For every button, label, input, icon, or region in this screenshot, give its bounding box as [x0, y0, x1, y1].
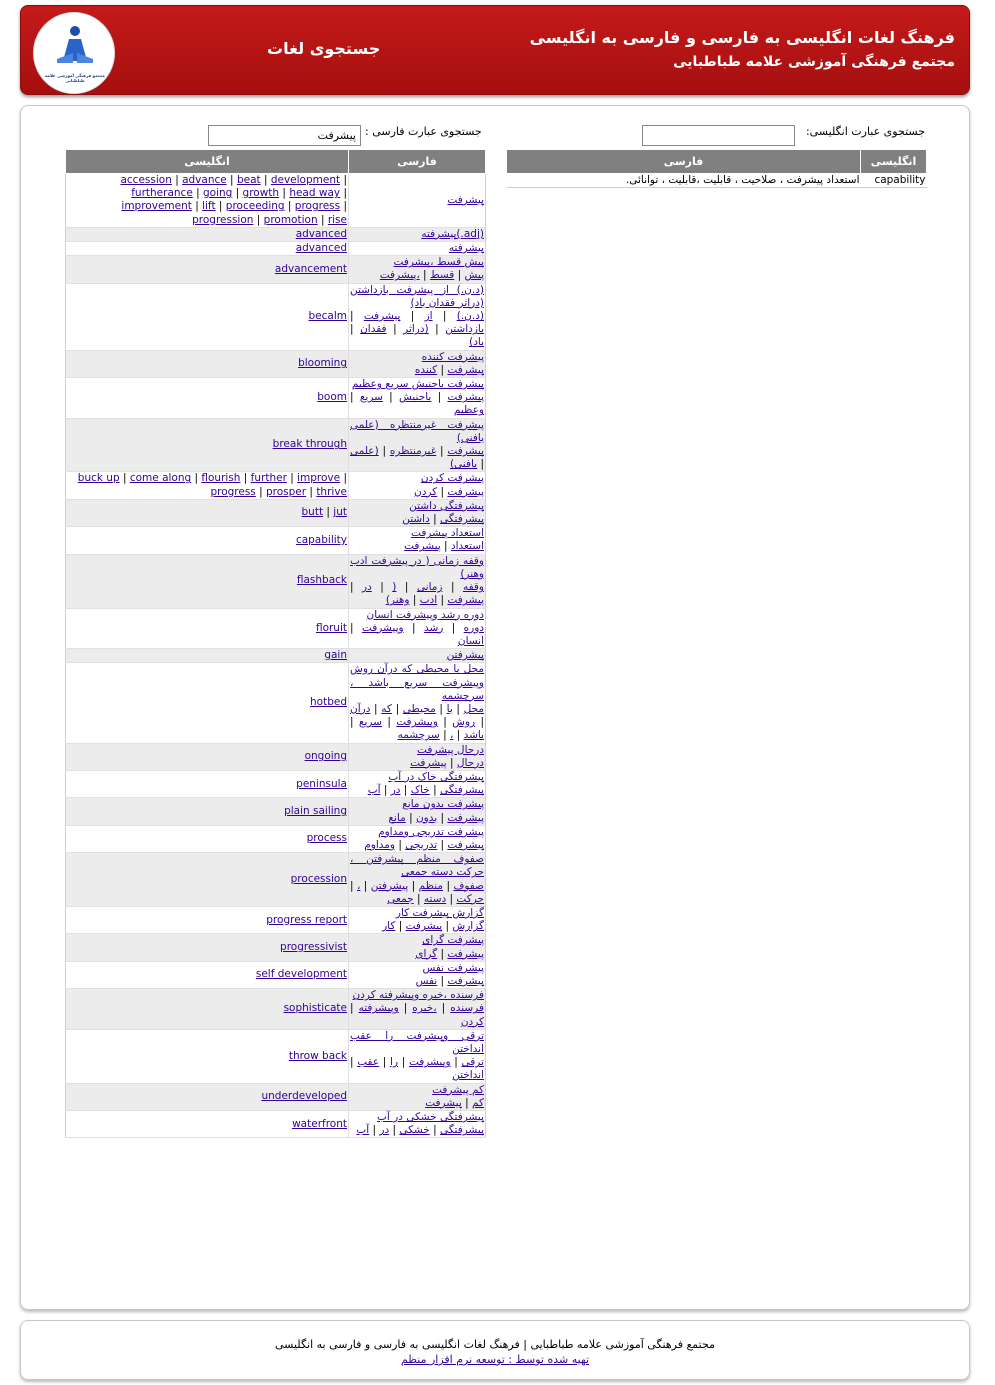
persian-word-link[interactable]: یا — [446, 702, 453, 715]
english-word-link[interactable]: flashback — [296, 574, 347, 587]
persian-term-cell: پیشرفت باجنبش سریع وعظیم پیشرفت | باجنبش | سریع | وعظیم — [350, 378, 485, 417]
english-word-link[interactable]: capability — [295, 533, 347, 546]
persian-word-link[interactable]: پیشرفت — [447, 974, 484, 987]
persian-word-link[interactable]: محل — [463, 702, 484, 715]
english-word-link[interactable]: waterfront — [292, 1117, 347, 1130]
english-terms-cell — [66, 227, 349, 241]
main-panel — [20, 105, 970, 1310]
persian-results-table — [65, 149, 486, 1138]
english-word-link[interactable]: becalm — [308, 310, 347, 323]
persian-phrase-link[interactable]: پیشرفت — [447, 193, 484, 206]
english-terms-cell — [66, 770, 349, 797]
persian-word-link[interactable]: استعداد — [450, 540, 484, 553]
table-row — [66, 798, 486, 825]
english-word-link[interactable]: break through — [272, 438, 347, 451]
english-terms-cell — [66, 1111, 349, 1138]
persian-term-cell — [349, 174, 486, 228]
persian-word-link[interactable]: پیشرفت — [447, 445, 484, 458]
english-terms-cell — [66, 554, 349, 608]
persian-results-body — [66, 174, 486, 1138]
english-word-link[interactable]: further — [250, 472, 287, 485]
persian-phrase-link[interactable]: استعداد پیشرفت — [411, 527, 484, 540]
site-header — [20, 5, 970, 95]
persian-term-cell — [349, 227, 486, 241]
table-row — [66, 174, 486, 228]
english-word-link[interactable]: progress — [294, 200, 341, 213]
persian-phrase-link[interactable]: پیشرفت نفس — [422, 961, 484, 974]
persian-word-link[interactable]: سرچشمه — [397, 729, 440, 742]
english-terms-cell — [66, 527, 349, 554]
persian-phrase-link[interactable]: پیشرفت بدون مانع — [402, 798, 484, 811]
persian-word-link[interactable]: دوره — [463, 621, 484, 634]
persian-phrase-link[interactable]: درحال پیشرفت — [417, 743, 484, 756]
english-terms-cell — [66, 961, 349, 988]
persian-phrase-link[interactable]: ترقی وپیشرفت را عقب انداختن — [350, 1029, 484, 1055]
table-row — [66, 418, 486, 472]
persian-word-link[interactable]: نفس — [415, 974, 438, 987]
persian-term-cell: پیشرفتگی داشتن پیشرفتگی | داشتن — [349, 499, 486, 526]
persian-word-link[interactable]: ،خبره — [412, 1002, 437, 1015]
persian-word-link[interactable]: دسته — [423, 892, 447, 905]
table-row — [66, 825, 486, 852]
persian-word-link[interactable]: باد) — [469, 336, 484, 349]
footer-org-name: مجتمع فرهنگی آموزشی علامه طباطبایی — [530, 1338, 715, 1351]
column-header-persian: فارسی — [349, 150, 486, 174]
persian-word-link[interactable]: خاک — [410, 784, 430, 797]
persian-word-link[interactable]: کم — [472, 1096, 484, 1109]
persian-term-cell: درحال پیشرفت درحال | پیشرفت — [349, 743, 486, 770]
table-row — [66, 934, 486, 961]
english-terms-cell — [66, 256, 349, 283]
persian-term-cell: وقفه زمانی ( در پیشرفت ادب وهنر) وقفه | زمانی | ( | در | پیشرفت | ادب | وهنر) — [350, 554, 484, 607]
logo[interactable] — [33, 12, 115, 94]
english-word-link[interactable]: beat — [236, 174, 261, 186]
persian-word-link[interactable]: فقدان — [360, 323, 387, 336]
english-search-label: جستجوی عبارت انگلیسی: — [805, 125, 925, 138]
site-subtitle: مجتمع فرهنگی آموزشی علامه طباطبایی — [673, 54, 955, 70]
persian-term-cell: پیشرفت گرای پیشرفت | گرای — [349, 934, 486, 961]
english-word-link[interactable]: growth — [242, 187, 280, 200]
table-row — [66, 378, 486, 419]
persian-word-link[interactable]: تدریجی — [405, 838, 438, 851]
persian-word-link[interactable]: پیش — [464, 269, 484, 282]
persian-phrase-link[interactable]: پیشرفت تدریجی ومداوم — [378, 825, 484, 838]
persian-word-link[interactable]: درحال — [456, 756, 484, 769]
persian-word-link[interactable]: پیشرفت — [447, 594, 484, 607]
table-row — [66, 853, 486, 907]
persian-word-link[interactable]: فرسنده — [450, 1002, 484, 1015]
persian-term-cell: پیشرفت تدریجی ومداوم پیشرفت | تدریجی | ومداوم — [349, 825, 486, 852]
english-word-cell: capability — [861, 174, 927, 188]
persian-word-link[interactable]: که — [381, 702, 392, 715]
english-terms-cell — [66, 378, 349, 419]
persian-phrase-link[interactable]: پیشرفتگی خاک در آب — [388, 770, 484, 783]
english-word-link[interactable]: accession — [120, 174, 172, 186]
persian-word-link[interactable]: کردن — [414, 485, 438, 498]
english-word-link[interactable]: promotion — [263, 213, 318, 226]
persian-phrase-link[interactable]: پیشرفتگی داشتن — [409, 499, 484, 512]
english-terms-cell: accession | advance | beat | development | furtherance | going | growth | head way | improvement | lift | proceeding | progress | progression | promotion | rise — [66, 174, 349, 228]
persian-word-link[interactable]: پیشرفت — [404, 540, 441, 553]
english-word-link[interactable]: process — [306, 832, 347, 845]
persian-word-link[interactable]: وعظیم — [453, 404, 484, 417]
english-word-link[interactable]: development — [270, 174, 341, 186]
english-terms-cell — [66, 418, 349, 472]
footer-separator: | — [519, 1338, 531, 1351]
english-terms-cell — [66, 934, 349, 961]
persian-word-link[interactable]: پیشرفت — [410, 756, 447, 769]
english-word-link[interactable]: progress — [210, 485, 256, 498]
english-results-body — [507, 174, 927, 188]
persian-word-link[interactable]: قسط — [429, 269, 455, 282]
persian-term-cell: ترقی وپیشرفت را عقب انداختن ترقی | وپیشرفت | را | عقب | انداختن — [350, 1029, 484, 1082]
persian-term-cell: پیشرفتگی خشکی در آب پیشرفتگی | خشکی | در | آب — [349, 1111, 486, 1138]
persian-word-link[interactable]: پیشرفت — [447, 363, 484, 376]
english-word-link[interactable]: progressivist — [280, 940, 347, 953]
table-row — [66, 649, 486, 663]
persian-word-link[interactable]: پیشرفت — [447, 838, 484, 851]
persian-word-link[interactable]: داشتن — [402, 513, 430, 526]
persian-word-link[interactable]: پیشرفت — [447, 947, 484, 960]
english-word-link[interactable]: furtherance — [131, 187, 193, 200]
persian-word-link[interactable]: ،پیشرفت — [379, 269, 420, 282]
persian-word-link[interactable]: پیشرفت — [447, 811, 484, 824]
english-word-link[interactable]: advanced — [295, 242, 347, 255]
persian-term-cell: پیشرفت کردن پیشرفت | کردن — [349, 472, 486, 499]
persian-word-link[interactable]: خشکی — [399, 1124, 430, 1137]
english-terms-cell — [66, 649, 349, 663]
english-word-link[interactable]: come along — [129, 472, 192, 485]
persian-word-link[interactable]: کردن — [460, 1015, 484, 1028]
persian-term-cell: پیشرفتگی خاک در آب پیشرفتگی | خاک | در | آب — [349, 770, 486, 797]
persian-phrase-link[interactable]: فرسنده ،خبره وپیشرفته کردن — [352, 989, 484, 1002]
footer-credit-link[interactable]: تهیه شده توسط : توسعه نرم افزار منظم — [400, 1353, 590, 1366]
english-word-link[interactable]: advanced — [295, 227, 347, 240]
table-row — [66, 743, 486, 770]
english-word-link[interactable]: prosper — [266, 485, 307, 498]
english-word-link[interactable]: improve — [297, 472, 341, 485]
english-search-input[interactable] — [642, 125, 795, 146]
persian-term-cell — [349, 649, 486, 663]
persian-word-link[interactable]: از — [424, 310, 433, 323]
persian-term-cell: پیش قسط ،پیشرفت پیش | قسط | ،پیشرفت — [349, 256, 486, 283]
english-terms-cell — [66, 906, 349, 933]
english-word-link[interactable]: progression — [192, 213, 254, 226]
persian-word-link[interactable]: پیشرفتگی — [440, 784, 484, 797]
table-row — [66, 242, 486, 256]
persian-phrase-link[interactable]: پیشرفتن — [446, 649, 484, 662]
persian-word-link[interactable]: رشد — [423, 621, 444, 634]
english-terms-cell — [66, 283, 349, 350]
english-word-link[interactable]: going — [203, 187, 233, 200]
table-row — [66, 283, 486, 350]
persian-word-link[interactable]: (علمی — [350, 445, 379, 458]
persian-word-link[interactable]: ادب — [419, 594, 438, 607]
persian-word-link[interactable]: پیشرفتگی — [440, 1124, 484, 1137]
logo-emblem-icon — [55, 25, 95, 65]
english-word-link[interactable]: gain — [324, 649, 347, 662]
english-word-link[interactable]: peninsula — [296, 777, 347, 790]
persian-word-link[interactable]: پیشرفت — [447, 391, 485, 404]
persian-word-link[interactable]: کار — [382, 920, 396, 933]
table-row — [66, 472, 486, 499]
table-row — [66, 527, 486, 554]
english-word-link[interactable]: improvement — [121, 200, 192, 213]
footer-line — [21, 1338, 969, 1351]
table-row — [66, 554, 486, 608]
english-terms-cell — [66, 242, 349, 256]
footer-site-name: فرهنگ لغات انگلیسی به فارسی و فارسی به انگلیسی — [275, 1338, 520, 1351]
persian-phrase-link[interactable]: پیشرفت باجنبش سریع وعظیم — [351, 378, 484, 391]
english-word-link[interactable]: proceeding — [225, 200, 285, 213]
persian-phrase-link[interactable]: پیشرفتگی خشکی در آب — [377, 1111, 484, 1124]
persian-word-link[interactable]: زمانی — [416, 581, 443, 594]
english-word-link[interactable]: flourish — [201, 472, 241, 485]
persian-word-link[interactable]: مانع — [388, 811, 406, 824]
persian-term-cell: (د.ن.) از پیشرفت بازداشتن (دراثر فقدان باد) (د.ن.) | از | پیشرفت | بازداشتن | (دراثر | فقدان | باد) — [350, 283, 485, 349]
english-word-link[interactable]: boom — [317, 391, 347, 404]
persian-word-link[interactable]: یافنی) — [449, 458, 478, 471]
english-terms-cell — [66, 743, 349, 770]
persian-word-link[interactable]: ( — [392, 581, 397, 594]
english-terms-cell: butt | jut — [66, 499, 349, 526]
persian-phrase-link[interactable]: پیشرفت گرای — [422, 934, 484, 947]
persian-phrase-link[interactable]: پیشرفت کننده — [421, 350, 484, 363]
persian-word-link[interactable]: وپیشرفت — [408, 1056, 451, 1069]
persian-phrase-link[interactable]: پیشرفته — [448, 242, 484, 255]
persian-word-link[interactable]: کننده — [414, 363, 438, 376]
site-title: فرهنگ لغات انگلیسی به فارسی و فارسی به انگلیسی — [529, 28, 955, 47]
english-results-table — [506, 149, 927, 188]
table-row — [66, 906, 486, 933]
column-header-english: انگلیسی — [66, 150, 349, 174]
persian-meaning-cell: استعداد پیشرفت ، صلاحیت ، قابلیت ،قابلیت ، توانائی. — [507, 174, 861, 188]
persian-word-link[interactable]: وپیشرفت — [396, 716, 438, 729]
english-word-link[interactable]: plain sailing — [284, 804, 347, 817]
persian-word-link[interactable]: سریع — [358, 716, 382, 729]
persian-term-cell — [349, 242, 486, 256]
table-row — [66, 256, 486, 283]
persian-word-link[interactable]: انداختن — [452, 1069, 484, 1082]
persian-word-link[interactable]: انسان — [457, 634, 484, 647]
persian-word-link[interactable]: محیطی — [402, 702, 436, 715]
persian-phrase-link[interactable]: محل یا محیطی که درآن روش وپیشرفت سریع باشد ، سرچشمه — [350, 663, 484, 702]
persian-term-cell: فرسنده ،خبره وپیشرفته کردن فرسنده | ،خبره | وپیشرفته | کردن — [350, 989, 484, 1028]
table-row — [66, 770, 486, 797]
persian-word-link[interactable]: پیشرفت — [425, 1096, 462, 1109]
persian-word-link[interactable]: منظم — [418, 879, 444, 892]
english-word-link[interactable]: advance — [182, 174, 227, 186]
persian-word-link[interactable]: باشد — [463, 729, 484, 742]
persian-word-link[interactable]: وهنر) — [385, 594, 410, 607]
persian-word-link[interactable]: وقفه — [462, 581, 484, 594]
persian-phrase-link[interactable]: گزارش پیشرفت کار — [395, 906, 484, 919]
persian-term-cell: کم پیشرفت کم | پیشرفت — [349, 1083, 486, 1110]
persian-word-link[interactable]: درآن — [350, 702, 371, 715]
persian-term-cell: صفوف منظم پیشرفتن ، حرکت دسته جمعی صفوف | منظم | پیشرفتن | ، | حرکت | دسته | جمعی — [350, 853, 484, 905]
persian-word-link[interactable]: گرای — [415, 947, 438, 960]
persian-word-link[interactable]: ، — [449, 729, 454, 742]
persian-word-link[interactable]: عقب — [357, 1056, 380, 1069]
english-word-link[interactable]: sophisticate — [283, 1002, 347, 1015]
persian-word-link[interactable]: پیشرفتگی — [440, 513, 484, 526]
persian-word-link[interactable]: در — [390, 784, 401, 797]
persian-word-link[interactable]: در — [379, 1124, 390, 1137]
persian-phrase-link[interactable]: (adj.)پیشرفته — [421, 227, 484, 240]
english-word-link[interactable]: head way — [289, 187, 341, 200]
english-terms-cell — [66, 663, 349, 743]
english-terms-cell — [66, 798, 349, 825]
english-terms-cell — [66, 350, 349, 377]
column-header-persian: فارسی — [507, 150, 861, 174]
english-word-link[interactable]: floruit — [315, 621, 347, 634]
persian-term-cell: پیشرفت بدون مانع پیشرفت | بدون | مانع — [349, 798, 486, 825]
persian-term-cell: پیشرفت غیرمنتظره (علمی یافنی) پیشرفت | غیرمنتظره | (علمی | یافنی) — [350, 418, 484, 471]
english-terms-cell — [66, 853, 349, 907]
persian-word-link[interactable]: ، — [356, 879, 361, 892]
english-word-link[interactable]: jut — [333, 506, 347, 519]
english-word-link[interactable]: progress report — [266, 913, 347, 926]
page-title: جستجوی لغات — [267, 39, 381, 58]
persian-word-link[interactable]: (دراثر — [403, 323, 429, 336]
column-header-english: انگلیسی — [861, 150, 927, 174]
english-terms-cell — [66, 989, 349, 1030]
english-word-link[interactable]: lift — [202, 200, 216, 213]
persian-word-link[interactable]: وپیشرفته — [358, 1002, 399, 1015]
table-row — [66, 663, 486, 743]
persian-term-cell: پیشرفت کننده پیشرفت | کننده — [349, 350, 486, 377]
english-word-link[interactable]: thrive — [316, 485, 347, 498]
table-row — [66, 499, 486, 526]
english-terms-cell — [66, 1029, 349, 1083]
english-terms-cell — [66, 608, 349, 649]
persian-word-link[interactable]: جمعی — [387, 892, 414, 905]
persian-phrase-link[interactable]: وقفه زمانی ( در پیشرفت ادب وهنر) — [350, 554, 484, 580]
table-row — [66, 1111, 486, 1138]
english-word-link[interactable]: butt — [301, 506, 324, 519]
persian-term-cell: دوره رشد وپیشرفت انسان دوره | رشد | وپیشرفت | انسان — [350, 608, 484, 647]
english-terms-cell — [66, 825, 349, 852]
persian-phrase-link[interactable]: کم پیشرفت — [432, 1083, 484, 1096]
table-row — [66, 989, 486, 1030]
persian-phrase-link[interactable]: (د.ن.) از پیشرفت بازداشتن (دراثر فقدان باد) — [350, 283, 484, 309]
persian-word-link[interactable]: پیشرفت — [363, 310, 401, 323]
persian-phrase-link[interactable]: پیشرفت غیرمنتظره (علمی یافنی) — [350, 418, 484, 444]
persian-word-link[interactable]: ومداوم — [364, 838, 395, 851]
persian-word-link[interactable]: بدون — [415, 811, 438, 824]
persian-word-link[interactable]: پیشرفت — [405, 920, 443, 933]
english-word-link[interactable]: self development — [255, 968, 347, 981]
english-terms-cell: buck up | come along | flourish | further | improve | progress | prosper | thrive — [66, 472, 349, 499]
persian-word-link[interactable]: باجنبش — [399, 391, 432, 404]
table-row — [66, 1029, 486, 1083]
english-word-link[interactable]: hotbed — [310, 696, 347, 709]
persian-word-link[interactable]: پیشرفتن — [370, 879, 409, 892]
table-row — [66, 350, 486, 377]
persian-word-link[interactable]: وپیشرفت — [361, 621, 404, 634]
english-terms-cell — [66, 1083, 349, 1110]
persian-word-link[interactable]: پیشرفت — [447, 485, 484, 498]
persian-word-link[interactable]: (د.ن.) — [456, 310, 484, 323]
table-row — [66, 961, 486, 988]
persian-word-link[interactable]: صفوف — [453, 879, 484, 892]
table-row — [66, 1083, 486, 1110]
persian-word-link[interactable]: سریع — [359, 391, 383, 404]
persian-word-link[interactable]: آب — [367, 784, 381, 797]
english-word-link[interactable]: rise — [327, 213, 347, 226]
persian-word-link[interactable]: بازداشتن — [445, 323, 485, 336]
persian-word-link[interactable]: ترقی — [461, 1056, 484, 1069]
english-word-link[interactable]: buck up — [77, 472, 120, 485]
persian-term-cell: استعداد پیشرفت استعداد | پیشرفت — [349, 527, 486, 554]
table-row — [507, 174, 927, 188]
english-word-link[interactable]: throw back — [288, 1049, 347, 1062]
table-row — [66, 608, 486, 649]
english-word-link[interactable]: blooming — [298, 357, 347, 370]
persian-word-link[interactable]: را — [390, 1056, 399, 1069]
english-word-link[interactable]: advancement — [274, 262, 347, 275]
persian-term-cell: محل یا محیطی که درآن روش وپیشرفت سریع باشد ، سرچشمه محل | یا | محیطی | که | درآن | روش | وپیشرفت | سریع | باشد | ، | سرچشمه — [350, 663, 484, 742]
persian-word-link[interactable]: آب — [356, 1124, 370, 1137]
persian-word-link[interactable]: در — [362, 581, 372, 594]
table-row — [66, 227, 486, 241]
persian-phrase-link[interactable]: پیش قسط ،پیشرفت — [393, 256, 484, 269]
persian-term-cell: پیشرفت نفس پیشرفت | نفس — [349, 961, 486, 988]
persian-word-link[interactable]: روش — [452, 716, 476, 729]
persian-word-link[interactable]: حرکت — [456, 892, 484, 905]
english-word-link[interactable]: underdeveloped — [261, 1090, 347, 1103]
persian-term-cell: گزارش پیشرفت کار گزارش | پیشرفت | کار — [349, 906, 486, 933]
persian-phrase-link[interactable]: پیشرفت کردن — [420, 472, 484, 485]
persian-search-label: جستجوی عبارت فارسی : — [365, 125, 482, 138]
logo-text: مجتمع فرهنگی آموزشی علامه طباطبایی — [45, 73, 105, 83]
persian-phrase-link[interactable]: صفوف منظم پیشرفتن ، حرکت دسته جمعی — [350, 853, 484, 879]
english-word-link[interactable]: procession — [290, 872, 347, 885]
site-footer — [20, 1320, 970, 1380]
english-word-link[interactable]: ongoing — [304, 750, 347, 763]
persian-word-link[interactable]: غیرمنتظره — [389, 445, 437, 458]
persian-search-input[interactable] — [208, 125, 361, 146]
persian-word-link[interactable]: گزارش — [452, 920, 484, 933]
persian-phrase-link[interactable]: دوره رشد وپیشرفت انسان — [366, 608, 484, 621]
